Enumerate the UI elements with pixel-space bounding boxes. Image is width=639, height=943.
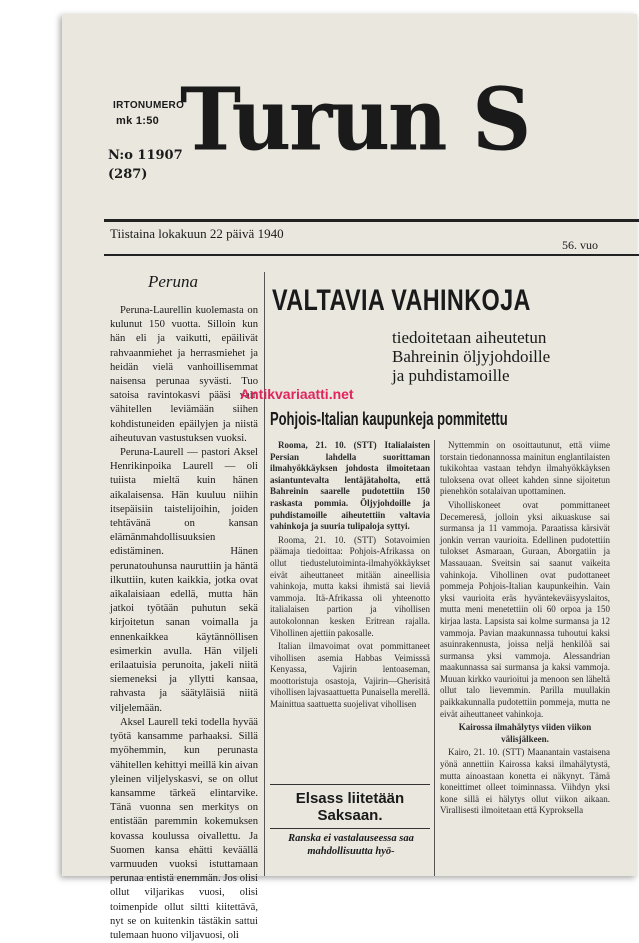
deck-line: Bahreinin öljyjohdoille bbox=[392, 347, 551, 366]
second-headline-line: Saksaan. bbox=[317, 807, 383, 824]
masthead-bottom-rule bbox=[104, 254, 639, 256]
story-divider bbox=[270, 828, 430, 829]
story-column-2 bbox=[440, 440, 610, 876]
issue-number: N:o 11907 bbox=[108, 148, 183, 163]
watermark: Antikvariaatti.net bbox=[240, 386, 354, 402]
deck-line: tiedoitetaan aiheutetun bbox=[392, 328, 547, 347]
price: mk 1:50 bbox=[116, 115, 160, 127]
column-rule bbox=[434, 440, 435, 876]
newspaper-page bbox=[62, 14, 637, 941]
story-subheading: Kairossa ilmahälytys viiden viikon välisjälkeen. bbox=[458, 722, 592, 744]
price-label: IRTONUMERO bbox=[113, 100, 185, 111]
editorial-paragraph: Peruna-Laurell — pastori Aksel Henrikinpoika Laurell — oli tuiista mieltä kuin hänen aikalaisensa. Hän kuuluu niihin itsepäisiin taistelijoihin, joiden tehtävänä on kansan elämänmahdollisuuksien edistäminen. Hänen perunatouhunsa nauruttiin ja häntä ilkuttiin, kuten kaikkia, jotka ovat aikalaisiaan edellä, mutta hän jatkoi työtään puhutun sekä kirjoitetun sanan voimalla ja ennenkaikkea käytännöllisen esimerkin avulla. Hän viljeli erilaatuisia perunoita, jakeli niitä siemeneksi ja yllytti kansaa, rahvasta ja säätyläisiä niitä viljelemään. bbox=[110, 447, 258, 714]
editorial-column bbox=[110, 304, 258, 943]
story-paragraph: Viholliskoneet ovat pommittaneet Decemeresä, jolloin yksi aikuaskuse sai surmansa ja 11 vammoja. Paraatissa kärsivät jonkin verran vaurioita. Edellinen pudotettiin tulokset Asmaraan, Guraan, Aborgatiin ja Massauaan. Sveitsin sai saanut vaikeita vahinkoja. Vihollinen ovat pudottaneet pommeja Pohjois-Italian kaupunkeihin. Vain yksi vaurioita eräs hyväntekeväisyyslaitos, mutta meni menetettiin oli 60 orpoa ja 150 kirjaa lasta. Lapsista sai kolme surmansa ja 12 vammoja. Pavian maakunnassa tuhoutui kaksi asuinrakennusta, joissa neljä henkilöä sai surmansa yksi vammoja. Alessandrian maakunnassa sai surmansa ja kaksi vammoja. Muuan kirkko vaurioitui ja menoon sen läheltä ollut talo lievemmin. Parilla muullakin paikkakunnalla pudotettiin pommeja, mutta ne eivät aiheuttaneet vahinkoja. bbox=[440, 499, 610, 719]
story-paragraph: Nyttemmin on osoittautunut, että viime torstain tiedonannossa mainitun englantilaisten tukikohtaa vastaan tehdyn ilmahyökkäyksen tuloksena ovat olleet kahden sinne sijoitetun pienehkön sotalaivan upottaminen. bbox=[440, 440, 610, 497]
second-headline bbox=[290, 790, 410, 824]
story-paragraph: Kairo, 21. 10. (STT) Maanantain vastaisena yönä annettiin Kairossa kaksi ilmahälytystä, mutta ainoastaan konetta ei näkynyt. Tämä koneittimet olleet toiminnassa. Viihdyn yksi kone sillä ei hälytys ollut viikon aikaan. Virallisesti ilmoitetaan että Kyproksella bbox=[440, 747, 610, 816]
subheadline: Pohjois-Italian kaupunkeja pommitettu bbox=[270, 409, 508, 429]
second-deck: Ranska ei vastalauseessa saa mahdollisuutta hyö- bbox=[288, 833, 414, 857]
issue-date: Tiistaina lokakuun 22 päivä 1940 bbox=[110, 226, 284, 241]
story-divider bbox=[270, 784, 430, 785]
masthead-rule bbox=[104, 219, 639, 222]
editorial-paragraph: Peruna-Laurellin kuolemasta on kulunut 150 vuotta. Silloin kun hän eli ja vaikutti, epäilivät rahvaanmiehet ja herrasmiehet ja heidän vielä vanhoillisemmat naisensa perunaa syvästi. Tuo satoisa ravintokasvi pääsi vain vähitellen leviämään siihen kohdistuneiden epäilyjen ja niistä aiheutuvan vastustuksen vuoksi. bbox=[110, 305, 258, 444]
story-paragraph: Rooma, 21. 10. (STT) Italialaisten Persian lahdella suorittaman ilmahyökkäyksen johdosta ilmoitetaan asiantuntevalta lentäjätaholta, että Bahreinin saarelle pudotettiin 150 raskasta pommia. Öljyjohdoille ja puhdistamoille aiheutettiin valtavia vahinkoja ja suuria tulipaloja syttyi. bbox=[270, 440, 430, 532]
second-headline-line: Elsass liitetään bbox=[295, 790, 405, 807]
story-column-1 bbox=[270, 440, 430, 780]
deck-line: ja puhdistamoille bbox=[392, 366, 510, 385]
editorial-paragraph: Aksel Laurell teki todella hyvää työtä kansamme parhaaksi. Sillä myöhemmin, kun perunasta vähitellen kehittyi meillä kin aivan yleinen viljelyskasvi, se on ollut kansamme tärkeä elintarvike. Tänä vuonna sen merkitys on entistään paremmin kokemuksen kovassa koulussa oivallettu. Ja Suomen kansa ehätti keväällä varmuuden vuoksi istuttamaan perunaa entistä enemmän. Jos olisi ollut viljarikas vuosi, olisi toimenpide ollut siltti kiitettävä, nyt se on kuitenkin tästäkin sattui tulemaan huono viljavuosi, oli bbox=[110, 716, 258, 941]
column-rule bbox=[264, 272, 265, 876]
issue-sub: (287) bbox=[108, 167, 148, 182]
story-paragraph: Italian ilmavoimat ovat pommittaneet vihollisen asemia Habbas Veimisssä Kenyassa, Vajirin lentoaseman, moottoristuja osastoja, Vajirin—Gherisitä vihollisen lajvasaattuetta Punaisella merellä. Mainittua saattuetta suojelivat vihollisen bbox=[270, 641, 430, 710]
story-paragraph: Rooma, 21. 10. (STT) Sotavoimien päämaja tiedoittaa: Pohjois-Afrikassa on ollut tiedustelutoiminta-ilmahyökkäykset eivät aiheuttaneet mitään aineellisia vahinkoja, mutta kaksi ihmistä sai lieviä vammoja. Itä-Afrikassa oli yhteenotto italialaisen partion ja vihollisen autokolonnan kesken Eritrean rajalla. Vihollinen ajettiin pakosalle. bbox=[270, 534, 430, 638]
editorial-heading: Peruna bbox=[148, 272, 199, 291]
main-headline: VALTAVIA VAHINKOJA bbox=[272, 284, 531, 317]
volume-label: 56. vuo bbox=[562, 238, 598, 252]
newspaper-title: Turun S bbox=[180, 69, 530, 171]
